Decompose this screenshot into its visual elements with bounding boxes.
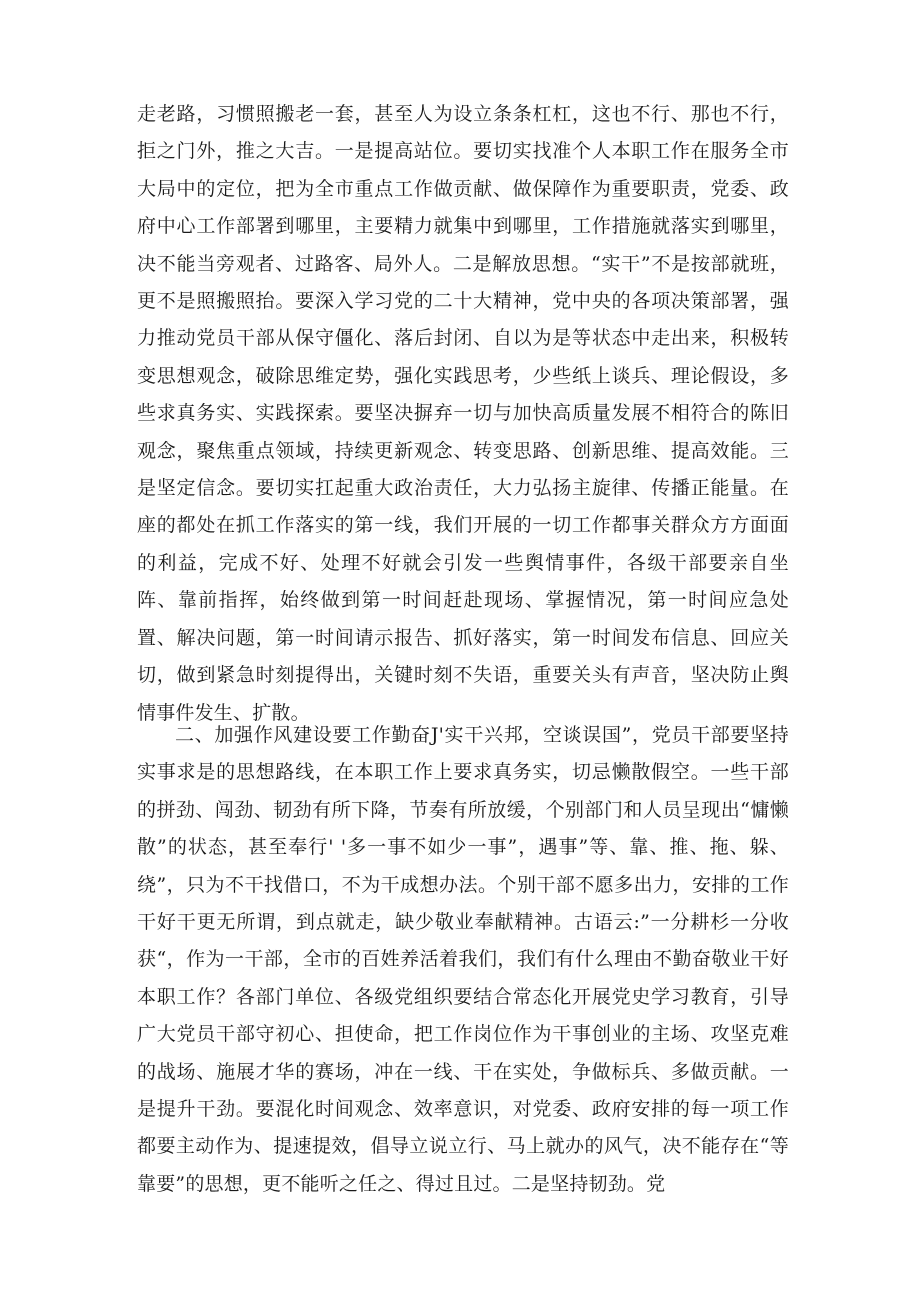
body-paragraph-2: 二、加强作风建设要工作勤奋J'实干兴邦，空谈误国”，党员干部要坚持实事求是的思想路线，在本职工作上要求真务实，切忌懒散假空。一些干部的拼劲、闯劲、韧劲有所下降，节奏有所放缓，个别部门和人员呈现出“慵懒散”的状态，甚至奉行' '多一事不如少一事”，遇事”等、靠、推、拖、躲、绕”，只为不干找借口，不为干成想办法。个别干部不愿多出力，安排的工作干好干更无所谓，到点就走，缺少敬业奉献精神。古语云:”一分耕杉一分收获“，作为一干部，全市的百姓养活着我们，我们有什么理由不勤奋敬业干好本职工作？各部门单位、各级党组织要结合常态化开展党史学习教育，引导广大党员干部守初心、担使命，把工作岗位作为干事创业的主场、攻坚克难的战场、施展才华的赛场，冲在一线、干在实处，争做标兵、多做贡献。一是提升干劲。要混化时间观念、效率意识，对党委、政府安排的每一项工作都要主动作为、提速提效，倡导立说立行、马上就办的风气，决不能存在“等靠要”的思想，更不能听之任之、得过且过。二是坚持韧劲。党 xyxy=(137,724,789,1195)
body-paragraph-1: 走老路，习惯照搬老一套，甚至人为设立条条杠杠，这也不行、那也不行，拒之门外，推之大吉。一是提高站位。要切实找准个人本职工作在服务全市大局中的定位，把为全市重点工作做贡献、做保障作为重要职责，党委、政府中心工作部署到哪里，主要精力就集中到哪里，工作措施就落实到哪里，决不能当旁观者、过路客、局外人。二是解放思想。“实干”不是按部就班，更不是照搬照抬。要深入学习党的二十大精神，党中央的各项决策部署，强力推动党员干部从保守僵化、落后封闭、自以为是等状态中走出来，积极转变思想观念，破除思维定势，强化实践思考，少些纸上谈兵、理论假设，多些求真务实、实践探索。要坚决摒弃一切与加快高质量发展不相符合的陈旧观念，聚焦重点领域，持续更新观念、转变思路、创新思维、提高效能。三是坚定信念。要切实扛起重大政治责任，大力弘扬主旋律、传播正能量。在座的都处在抓工作落实的第一线，我们开展的一切工作都事关群众方方面面的利益，完成不好、处理不好就会引发一些舆情事件，各级干部要亲自坐阵、靠前指挥，始终做到第一时间赶赴现场、掌握情况，第一时间应急处置、解决问题，第一时间请示报告、抓好落实，第一时间发布信息、回应关切，做到紧急时刻提得出，关键时刻不失语，重要关头有声音，坚决防止舆情事件发生、扩散。 xyxy=(137,103,789,724)
